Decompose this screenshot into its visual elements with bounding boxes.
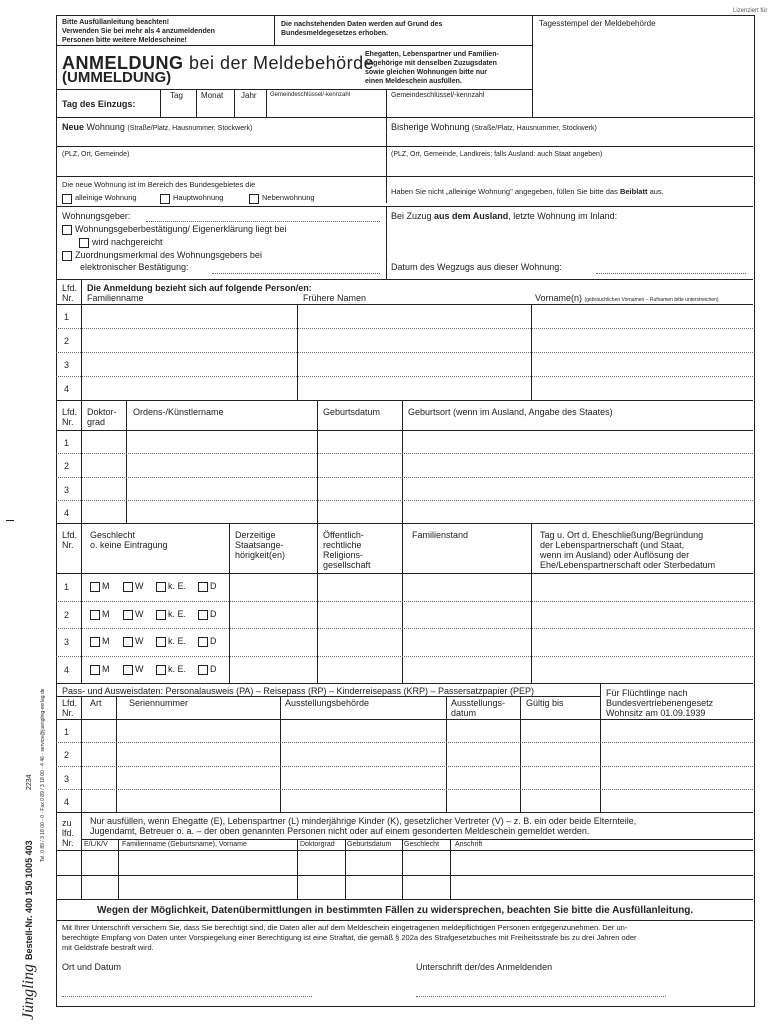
t2-row-number: 4 [64,507,70,518]
t4-row-number: 3 [64,773,70,784]
t3-citizenship-2: Staatsange- [235,540,284,550]
gender-checkbox-0[interactable] [90,637,100,647]
submitted-later-checkbox[interactable] [79,238,89,248]
t3-religion-1: Öffentlich- [323,530,364,540]
t1-row-number: 1 [64,312,70,322]
previous-address-input[interactable] [387,133,752,145]
gender-option-label: D [210,581,217,591]
place-date-label: Ort und Datum [62,962,122,972]
gender-option-label: D [210,663,217,674]
t2-row-number: 3 [64,484,70,495]
assignment-feature-checkbox[interactable] [62,251,72,261]
gender-option-label: W [135,581,144,591]
t2-row[interactable] [82,454,752,475]
t5-row-2[interactable] [82,876,752,898]
t5-col-name: Familienname (Geburtsname), Vorname [122,841,247,848]
t1-first-names-cell[interactable] [532,329,752,351]
gender-checkbox-2[interactable] [156,637,166,647]
t3-marriage-3: wenn im Ausland) oder Auflösung der [540,550,690,560]
t1-first-names-cell[interactable] [532,353,752,375]
t1-family-name-cell[interactable] [82,329,296,351]
municipality-key-label-1: Gemeindeschlüssel/-kennzahl [270,92,351,98]
gender-option-label: k. E. [168,636,187,646]
t2-doctor-1: Doktor- [87,407,117,417]
margin-code: 2234 [26,774,33,790]
t3-citizenship-3: hörigkeit(en) [235,550,286,560]
data-notice-line-2: Bundesmeldegesetzes erhoben. [281,30,388,37]
t2-birthplace: Geburtsort (wenn im Ausland, Angabe des Staates) [408,407,613,417]
page-subtitle: (UMMELDUNG) [62,69,172,86]
t1-first-names-cell[interactable] [532,377,752,399]
t1-family-name-cell[interactable] [82,353,296,375]
t4-refugee-2: Bundesvertriebenengesetz [606,698,714,708]
move-in-label: Tag des Einzugs: [62,99,136,109]
landlord-confirmation-checkbox[interactable] [62,225,72,235]
municipality-key-label-2: Gemeindeschlüssel/-kennzahl [391,92,485,99]
t4-issued-2: datum [451,708,477,718]
new-address-label: Neue Wohnung (Straße/Platz, Hausnummer, Stockwerk) [62,122,253,132]
gender-checkbox-2[interactable] [156,610,166,620]
t3-row-number: 4 [64,664,70,675]
t3-gender-1: Geschlecht [90,530,136,540]
gender-option-label: W [135,663,144,674]
t5-col-gender: Geschlecht [404,841,440,848]
assignment-feature-label-2: elektronischer Bestätigung: [80,262,189,272]
t1-family-name-cell[interactable] [82,377,296,399]
gender-checkbox-1[interactable] [123,637,133,647]
fold-mark [6,520,14,521]
t4-row[interactable] [82,720,752,741]
t2-birthdate: Geburtsdatum [323,407,381,417]
t3-row[interactable] [230,657,752,682]
assignment-feature-input[interactable] [212,262,380,273]
t1-family-name-cell[interactable] [82,305,296,327]
main-dwelling-label: Hauptwohnung [173,193,224,202]
t4-issued-1: Ausstellungs- [451,698,506,708]
page-title: ANMELDUNG bei der Meldebehörde [62,53,375,73]
t3-row[interactable] [230,574,752,599]
t4-row-number: 4 [64,796,70,807]
t4-row[interactable] [82,767,752,788]
move-in-date-field[interactable] [161,101,265,116]
gender-checkbox-1[interactable] [123,582,133,592]
margin-order-number: Bestell-Nr. 400 150 1005 403 [24,840,34,960]
t4-row-number: 1 [64,727,70,737]
gender-checkbox-3[interactable] [198,582,208,592]
gender-checkbox-3[interactable] [198,610,208,620]
abroad-label: Bei Zuzug aus dem Ausland, letzte Wohnung im Inland: [391,211,618,221]
publisher-logo: Jüngling [20,964,37,1020]
t3-marital: Familienstand [412,530,469,540]
family-note-2: angehörige mit denselben Zuzugsdaten [365,60,497,67]
gender-checkbox-1[interactable] [123,610,133,620]
t5-zu-2: lfd. [62,828,75,838]
data-notice-line-1: Die nachstehenden Daten werden auf Grund des [281,21,443,28]
t1-no-label-2: Nr. [62,293,74,303]
assignment-feature-label-1: Zuordnungsmerkmal des Wohnungsgebers bei [75,250,262,260]
gender-option-label: k. E. [168,663,187,674]
t3-no-label-1: Lfd. [62,530,78,540]
instructions-line-2: Verwenden Sie bei mehr als 4 anzumeldenden [62,28,215,35]
t4-row[interactable] [82,743,752,764]
t4-no-label-1: Lfd. [62,698,78,708]
instructions-line-1: Bitte Ausfüllanleitung beachten! [62,19,170,26]
t1-former-names-cell[interactable] [298,377,530,399]
gender-checkbox-0[interactable] [90,665,100,675]
t4-type: Art [90,698,102,708]
t1-no-label-1: Lfd. [62,283,78,293]
t5-col-relation: E/L/K/V [84,841,108,848]
gender-option-label: k. E. [168,581,187,591]
t2-row-number: 2 [64,461,70,472]
family-note-4: einen Meldeschein ausfüllen. [365,78,462,85]
gender-checkbox-3[interactable] [198,637,208,647]
t1-former-names: Frühere Namen [303,293,367,303]
t4-row[interactable] [82,790,752,811]
t2-order-name: Ordens-/Künstlername [133,407,224,417]
t5-col-birthdate: Geburtsdatum [347,841,392,848]
sole-dwelling-checkbox[interactable] [62,194,72,204]
t1-row-number: 4 [64,384,70,394]
t4-refugee-1: Für Flüchtlinge nach [606,688,688,698]
stamp-label: Tagesstempel der Meldebehörde [539,19,656,28]
secondary-dwelling-label: Nebenwohnung [262,193,315,202]
t4-no-label-2: Nr. [62,708,74,718]
new-city-label: (PLZ, Ort, Gemeinde) [62,151,130,158]
declaration-2: berechtigte Empfang von Daten unter Vorspiegelung einer Berechtigung ist eine Straftat, die gemäß § 202a des Strafgesetzbuches mit Freiheitsstrafe bis zu drei Jahren oder [62,933,637,942]
new-address-input[interactable] [57,133,385,145]
move-in-month-label: Monat [201,91,224,100]
landlord-confirmation-label: Wohnungsgeberbestätigung/ Eigenerklärung liegt bei [75,224,287,234]
t3-row-number: 3 [64,637,70,647]
t3-marriage-1: Tag u. Ort d. Eheschließung/Begründung [540,530,704,540]
t3-row-number: 2 [64,609,70,620]
t5-row-1[interactable] [82,851,752,874]
t3-citizenship-1: Derzeitige [235,530,276,540]
t3-marriage-4: Ehe/Lebenspartnerschaft oder Sterbedatum [540,560,716,570]
objection-notice: Wegen der Möglichkeit, Datenübermittlungen in bestimmten Fällen zu widersprechen, beachten Sie bitte die Ausfüllanleitung. [97,905,694,916]
instructions-line-3: Personen bitte weitere Meldescheine! [62,37,187,44]
license-note: Lizenziert für [733,8,768,14]
t1-family-name: Familienname [87,293,144,303]
t3-religion-4: gesellschaft [323,560,371,570]
gender-option-label: W [135,636,144,646]
t3-no-label-2: Nr. [62,540,74,550]
signature-field[interactable] [416,975,666,995]
t4-valid: Gültig bis [526,698,564,708]
family-note-1: Ehegatten, Lebenspartner und Familien- [365,51,499,58]
landlord-label: Wohnungsgeber: [62,211,131,221]
t1-row-number: 3 [64,360,70,370]
declaration-3: mit Geldstrafe bestraft wird. [62,943,154,952]
t3-religion-3: Religions- [323,550,364,560]
t4-refugee-3: Wohnsitz am 01.09.1939 [606,708,706,718]
previous-address-label: Bisherige Wohnung (Straße/Platz, Hausnummer, Stockwerk) [391,122,597,132]
gender-option-label: k. E. [168,608,187,619]
signature-label: Unterschrift der/des Anmeldenden [416,962,553,972]
t2-row[interactable] [82,501,752,522]
t1-heading: Die Anmeldung bezieht sich auf folgende Person/en: [87,283,312,293]
t4-row-number: 2 [64,750,70,761]
gender-option-label: M [102,608,110,619]
t3-row[interactable] [230,629,752,654]
secondary-dwelling-checkbox[interactable] [249,194,259,204]
t2-row[interactable] [82,478,752,499]
dwelling-intro: Die neue Wohnung ist im Bereich des Bundesgebietes die [62,180,256,189]
margin-contact: Tel. 0 89 / 3 18 00 - 0 · Fax 0 89 / 3 18 00 - 4 46 · service@juengling-verlag.de [40,688,46,862]
t1-former-names-cell[interactable] [298,353,530,375]
t2-doctor-2: grad [87,417,106,427]
gender-option-label: D [210,608,217,619]
t1-first-names-cell[interactable] [532,305,752,327]
landlord-input[interactable] [146,210,380,221]
gender-option-label: M [102,663,110,674]
sole-dwelling-label: alleinige Wohnung [75,193,137,202]
t3-row-number: 1 [64,582,70,592]
t2-no-label-2: Nr. [62,417,74,427]
main-dwelling-checkbox[interactable] [160,194,170,204]
t1-row-number: 2 [64,336,70,346]
gender-option-label: M [102,581,110,591]
t1-former-names-cell[interactable] [298,305,530,327]
move-in-year-label: Jahr [241,91,257,100]
t3-row[interactable] [230,602,752,627]
t5-col-doctor: Doktorgrad [300,841,335,848]
place-date-input[interactable] [62,975,312,995]
t2-no-label-1: Lfd. [62,407,78,417]
t5-note-2: Jugendamt, Betreuer o. a. – der oben genannten Personen nicht oder auf einem gesonderten Meldeschein gemeldet werden. [90,826,590,836]
departure-label: Datum des Wegzugs aus dieser Wohnung: [391,262,562,272]
t2-row[interactable] [82,431,752,452]
declaration-1: Mit Ihrer Unterschrift versichern Sie, dass Sie berechtigt sind, die Daten aller auf dem Meldeschein eingetragenen meldepflichtigen Personen entgegenzunehmen. Der un- [62,923,628,932]
t3-religion-2: rechtliche [323,540,362,550]
t5-zu-3: Nr. [62,838,74,848]
family-note-3: sowie gleichen Wohnungen bitte nur [365,69,487,76]
gender-checkbox-1[interactable] [123,665,133,675]
gender-option-label: M [102,636,110,646]
t5-zu-1: zu [62,818,72,828]
t3-gender-2: o. keine Eintragung [90,540,168,550]
annex-note: Haben Sie nicht „alleinige Wohnung" angegeben, füllen Sie bitte das Beiblatt aus. [391,187,664,196]
departure-date-input[interactable] [596,262,746,273]
t4-heading: Pass- und Ausweisdaten: Personalausweis (PA) – Reisepass (RP) – Kinderreisepass (KRP) – Passersatzpapier (PEP) [62,686,535,696]
t1-first-names: Vorname(n) (gebräuchlichen Vornamen – Rufnamen bitte unterstreichen) [535,293,719,303]
gender-option-label: W [135,608,144,619]
submitted-later-label: wird nachgereicht [92,237,163,247]
t1-former-names-cell[interactable] [298,329,530,351]
gender-checkbox-3[interactable] [198,665,208,675]
t4-serial: Seriennummer [129,698,189,708]
gender-checkbox-0[interactable] [90,582,100,592]
move-in-day-label: Tag [170,91,183,100]
t2-row-number: 1 [64,438,70,448]
gender-option-label: D [210,636,217,646]
t5-col-address: Anschrift [455,841,483,848]
gender-checkbox-0[interactable] [90,610,100,620]
t3-marriage-2: der Lebenspartnerschaft (und Staat, [540,540,685,550]
t4-authority: Ausstellungsbehörde [285,698,370,708]
t5-note-1: Nur ausfüllen, wenn Ehegatte (E), Lebenspartner (L) minderjährige Kinder (K), gesetzlicher Vertreter (V) – z. B. ein oder beide Elternteile, [90,816,637,826]
gender-checkbox-2[interactable] [156,582,166,592]
previous-city-label: (PLZ, Ort, Gemeinde, Landkreis; falls Ausland: auch Staat angeben) [391,151,603,158]
gender-checkbox-2[interactable] [156,665,166,675]
